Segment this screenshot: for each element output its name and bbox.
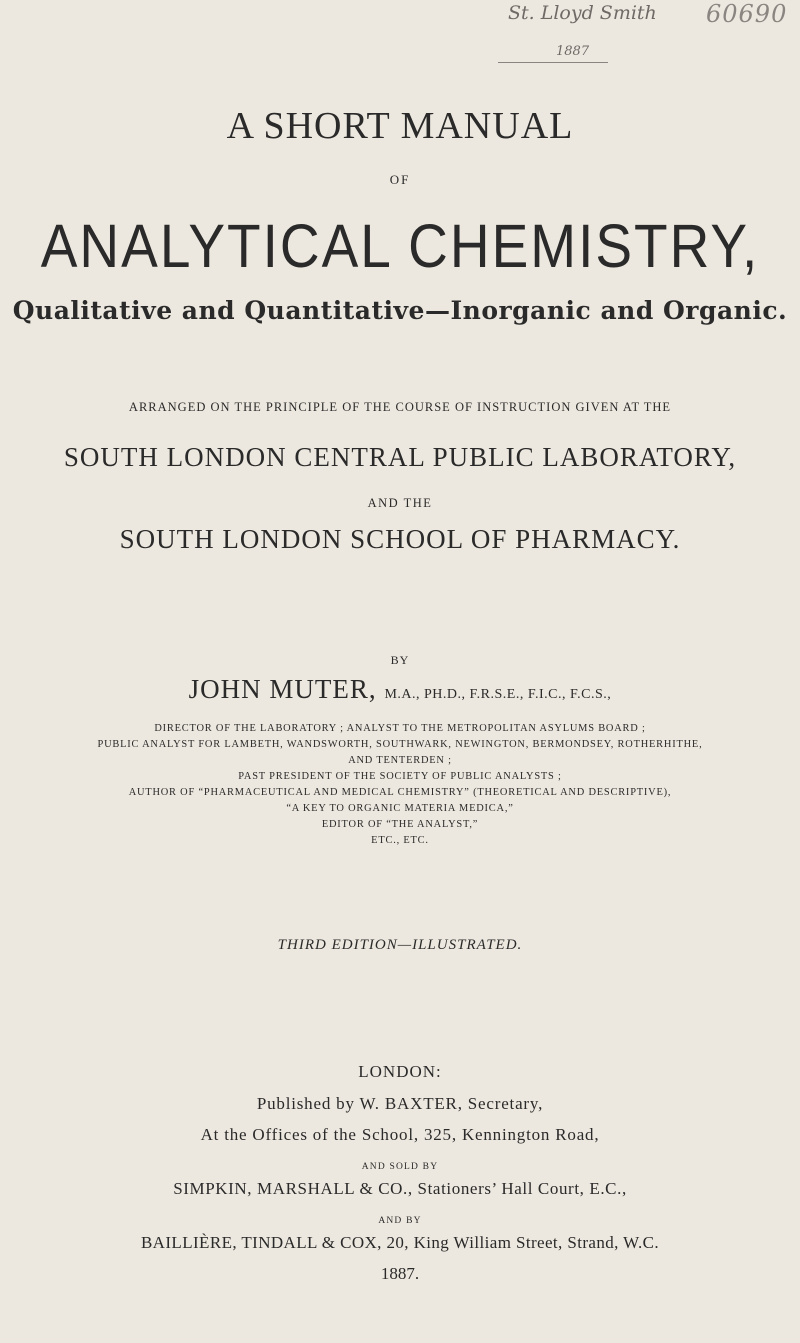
imprint-seller-1: SIMPKIN, MARSHALL & CO., Stationers’ Hall Court, E.C., [173,1179,627,1198]
by-label: BY [390,653,410,667]
imprint-year: 1887. [380,1264,420,1283]
imprint-city: LONDON: [358,1062,442,1081]
credential-line: DIRECTOR OF THE LABORATORY ; ANALYST TO THE METROPOLITAN ASYLUMS BOARD ; [154,723,646,734]
handwritten-catalogue-number: 60690 [706,0,788,28]
institution-school: SOUTH LONDON SCHOOL OF PHARMACY. [119,524,681,554]
handwritten-year: 1887 [556,44,590,59]
arranged-statement: ARRANGED ON THE PRINCIPLE OF THE COURSE OF INSTRUCTION GIVEN AT THE [128,400,672,414]
credential-line: AND TENTERDEN ; [348,755,452,766]
and-the-connector: AND THE [367,496,433,510]
author-degrees: M.A., PH.D., F.R.S.E., F.I.C., F.C.S., [384,687,612,702]
credential-line: PUBLIC ANALYST FOR LAMBETH, WANDSWORTH, SOUTHWARK, NEWINGTON, BERMONDSEY, ROTHERHITHE, [97,739,703,750]
handwritten-underline [498,62,608,63]
credential-line: “A KEY TO ORGANIC MATERIA MEDICA,” [286,803,514,814]
imprint-offices: At the Offices of the School, 325, Kennington Road, [200,1125,600,1144]
edition-statement: THIRD EDITION—ILLUSTRATED. [277,937,523,953]
imprint-publisher: Published by W. BAXTER, Secretary, [256,1094,544,1113]
author-name: JOHN MUTER, [188,674,377,704]
credential-line: ETC., ETC. [371,835,429,846]
institution-laboratory: SOUTH LONDON CENTRAL PUBLIC LABORATORY, [63,442,737,472]
title-line-2: ANALYTICAL CHEMISTRY, [40,211,760,281]
credential-line: EDITOR OF “THE ANALYST,” [321,819,479,830]
credential-line: AUTHOR OF “PHARMACEUTICAL AND MEDICAL CHEMISTRY” (THEORETICAL AND DESCRIPTIVE), [128,787,672,798]
author-line [0,674,800,705]
title-of: OF [389,172,411,187]
title-line-1: A SHORT MANUAL [226,105,574,147]
subtitle: Qualitative and Quantitative—Inorganic and Organic. [12,296,788,325]
imprint-seller-2: BAILLIÈRE, TINDALL & COX, 20, King William Street, Strand, W.C. [140,1233,660,1252]
imprint-sold-by-label: AND SOLD BY [361,1162,439,1172]
handwritten-signature: St. Lloyd Smith [508,2,657,24]
imprint-and-by-label: AND BY [378,1216,422,1226]
credential-line: PAST PRESIDENT OF THE SOCIETY OF PUBLIC ANALYSTS ; [238,771,562,782]
